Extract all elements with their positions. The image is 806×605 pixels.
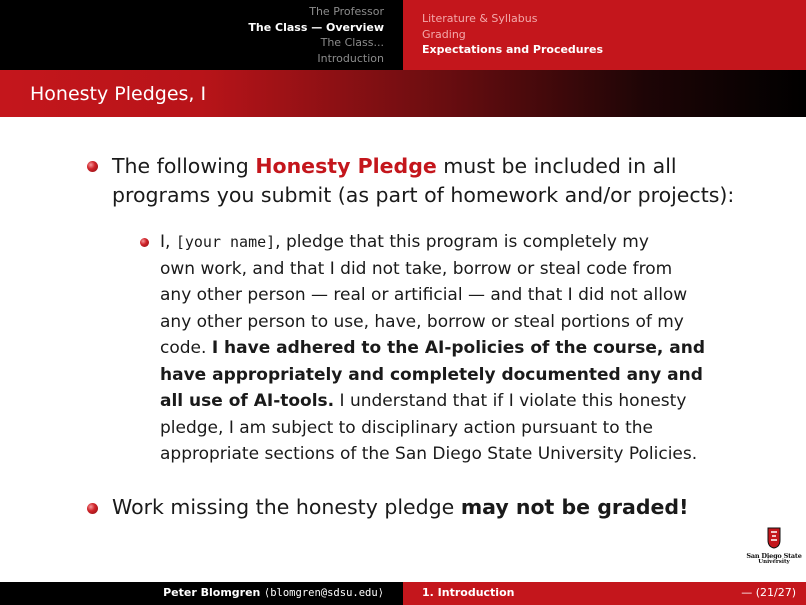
footer-section[interactable]: 1. Introduction	[422, 586, 515, 599]
bullet-icon	[87, 161, 98, 172]
frame-title: Honesty Pledges, I	[30, 83, 207, 105]
footer-left	[0, 582, 403, 605]
bullet-missing-pledge	[112, 493, 688, 522]
author-name: Peter Blomgren	[163, 586, 261, 599]
bullet-honesty-pledge-intro	[112, 152, 734, 210]
pledge-line	[160, 335, 705, 362]
nav-item-introduction[interactable]: Introduction	[317, 51, 384, 65]
author-email: ⟨blomgren@sdsu.edu⟩	[263, 587, 384, 599]
text-run: , pledge that this program is completely my	[275, 232, 649, 252]
pledge-text	[160, 229, 705, 468]
pledge-line	[160, 388, 705, 415]
footer-page-number: — (21/27)	[741, 586, 796, 599]
footer-author	[163, 586, 384, 599]
nav-item-the-class[interactable]: The Class...	[320, 36, 384, 50]
text-run: must be included in all	[436, 154, 677, 178]
frame-title-bar	[0, 70, 806, 117]
pledge-line	[160, 229, 705, 256]
nav-item-grading[interactable]: Grading	[422, 27, 466, 41]
text-run: The following	[112, 154, 256, 178]
nav-item-expectations-procedures[interactable]: Expectations and Procedures	[422, 43, 604, 57]
text-run: I understand that if I violate this honesty	[334, 391, 687, 411]
header-nav-left	[0, 0, 403, 70]
your-name-placeholder: [your name]	[175, 233, 276, 251]
sdsu-logo-icon	[767, 527, 781, 549]
honesty-pledge-highlight: Honesty Pledge	[255, 154, 437, 178]
header-nav-right	[403, 0, 806, 70]
sdsu-logo	[746, 527, 806, 567]
ai-policy-statement: I have adhered to the AI-policies of the course, and	[211, 338, 706, 358]
text-run: I,	[160, 232, 176, 252]
bullet-line	[112, 152, 734, 181]
pledge-line: pledge, I am subject to disciplinary action pursuant to the	[160, 417, 653, 438]
nav-item-the-professor[interactable]: The Professor	[309, 5, 384, 18]
sub-bullet-icon	[140, 238, 149, 247]
nav-item-literature-syllabus[interactable]: Literature & Syllabus	[422, 12, 538, 25]
bullet-line: programs you submit (as part of homework and/or projects):	[112, 183, 735, 207]
nav-item-class-overview[interactable]: The Class — Overview	[248, 20, 384, 34]
pledge-line: own work, and that I did not take, borrow or steal code from	[160, 258, 673, 279]
bullet-icon	[87, 503, 98, 514]
may-not-be-graded-emphasis: may not be graded!	[460, 495, 689, 519]
text-run: code.	[160, 338, 212, 358]
footer-right	[403, 582, 806, 605]
text-run: Work missing the honesty pledge	[112, 495, 461, 519]
bullet-line	[112, 493, 688, 522]
logo-text-line1: San Diego State	[746, 552, 802, 560]
pledge-line: have appropriately and completely documented any and	[160, 364, 703, 385]
pledge-line: any other person — real or artificial — and that I did not allow	[160, 285, 688, 305]
ai-tools-statement: all use of AI-tools.	[160, 391, 335, 411]
subsection-nav-list	[422, 11, 603, 58]
pledge-line: any other person to use, have, borrow or steal portions of my	[160, 311, 684, 332]
pledge-line: appropriate sections of the San Diego State University Policies.	[160, 444, 698, 464]
logo-text-line2: University	[758, 559, 790, 565]
section-nav-list	[248, 4, 384, 66]
